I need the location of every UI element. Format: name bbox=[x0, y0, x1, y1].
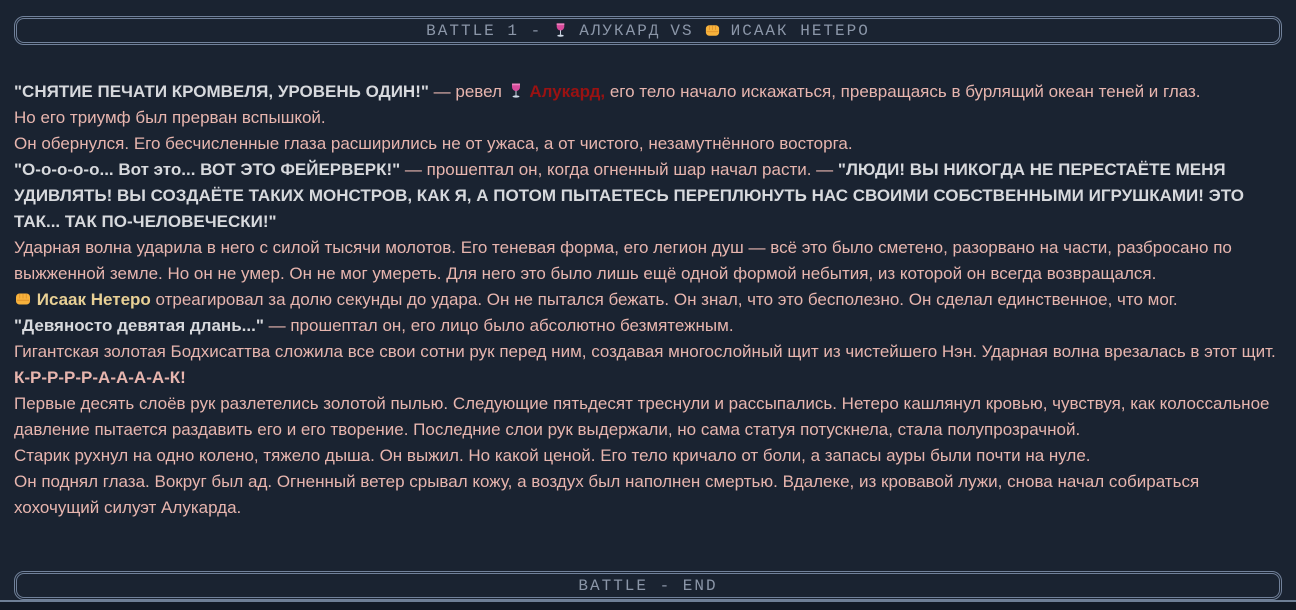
text-segment: "СНЯТИЕ ПЕЧАТИ КРОМВЕЛЯ, УРОВЕНЬ ОДИН!" bbox=[14, 82, 429, 101]
story-paragraph bbox=[14, 287, 1282, 313]
text-segment: Первые десять слоёв рук разлетелись золотой пылью. Следующие пятьдесят треснули и рассыпались. Нетеро кашлянул кровью, чувствуя, как колоссальное давление пытается раздавить его и его творение. Последние слои рук выдержали, но сама статуя потускнела, стала полупрозрачной. bbox=[14, 394, 1270, 439]
battle-header-banner bbox=[14, 16, 1282, 45]
combatant-left-name: АЛУКАРД bbox=[579, 21, 661, 40]
text-segment: "Девяносто девятая длань..." bbox=[14, 316, 264, 335]
vs-label: VS bbox=[670, 21, 694, 40]
story-paragraph bbox=[14, 131, 1282, 157]
story-paragraph bbox=[14, 469, 1282, 521]
text-segment: — ревел bbox=[428, 82, 507, 101]
text-segment: Гигантская золотая Бодхисаттва сложила все свои сотни рук перед ним, создавая многослойный щит из чистейшего Нэн. Ударная волна врезалась в этот щит. bbox=[14, 342, 1276, 361]
text-segment: Ударная волна ударила в него с силой тысячи молотов. Его теневая форма, его легион душ — всё это было сметено, разорвано на части, разбросано по выжженной земле. Но он не умер. Он не мог умереть. Для него это было лишь ещё одной формой небытия, из которой он всегда возвращался. bbox=[14, 238, 1232, 283]
story-paragraph bbox=[14, 313, 1282, 339]
battle-end-label: BATTLE - END bbox=[578, 576, 718, 595]
story-paragraph bbox=[14, 365, 1282, 391]
battle-header-title bbox=[426, 22, 870, 40]
wine-glass-icon bbox=[507, 82, 525, 100]
story-paragraph bbox=[14, 79, 1282, 105]
text-segment: отреагировал за долю секунды до удара. Он не пытался бежать. Он знал, что это бесполезно. Он сделал единственное, что мог. bbox=[150, 290, 1178, 309]
character-name-netero: Исаак Нетеро bbox=[32, 290, 151, 309]
text-segment: его тело начало искажаться, превращаясь в бурлящий океан теней и глаз. bbox=[605, 82, 1201, 101]
text-segment: — прошептал он, когда огненный шар начал расти. — bbox=[400, 160, 838, 179]
text-segment: Но его триумф был прерван вспышкой. bbox=[14, 108, 326, 127]
story-paragraph bbox=[14, 391, 1282, 443]
wine-glass-icon bbox=[552, 22, 569, 39]
battle-number-label: BATTLE 1 - bbox=[426, 21, 543, 40]
battle-text bbox=[14, 79, 1282, 521]
text-segment: К-Р-Р-Р-Р-А-А-А-А-К! bbox=[14, 368, 186, 387]
text-segment: Он поднял глаза. Вокруг был ад. Огненный ветер срывал кожу, а воздух был наполнен смертью. Вдалеке, из кровавой лужи, снова начал собираться хохочущий силуэт Алукарда. bbox=[14, 472, 1200, 517]
fist-icon bbox=[704, 22, 721, 39]
text-segment: Старик рухнул на одно колено, тяжело дыша. Он выжил. Но какой ценой. Его тело кричало от боли, а запасы ауры были почти на нуле. bbox=[14, 446, 1091, 465]
character-name-alucard: Алукард, bbox=[524, 82, 606, 101]
text-segment: Он обернулся. Его бесчисленные глаза расширились не от ужаса, а от чистого, незамутнённого восторга. bbox=[14, 134, 853, 153]
story-paragraph bbox=[14, 157, 1282, 235]
story-paragraph bbox=[14, 235, 1282, 287]
story-paragraph bbox=[14, 339, 1282, 365]
story-paragraph bbox=[14, 105, 1282, 131]
text-segment: "ЛЮДИ! ВЫ НИКОГДА НЕ ПЕРЕСТАЁТЕ МЕНЯ УДИВЛЯТЬ! ВЫ СОЗДАЁТЕ ТАКИХ МОНСТРОВ, КАК Я, А ПОТОМ ПЫТАЕТЕСЬ ПЕРЕПЛЮНУТЬ НАС СВОИМИ СОБСТВЕННЫМИ ИГРУШКАМИ! ЭТО ТАК... ТАК ПО-ЧЕЛОВЕЧЕСКИ!" bbox=[14, 160, 1244, 231]
text-segment: "О-о-о-о-о... Вот это... ВОТ ЭТО ФЕЙЕРВЕРК!" bbox=[14, 160, 401, 179]
text-segment: — прошептал он, его лицо было абсолютно безмятежным. bbox=[263, 316, 734, 335]
combatant-right-name: ИСААК НЕТЕРО bbox=[730, 21, 870, 40]
fist-icon bbox=[14, 290, 32, 308]
battle-end-banner bbox=[14, 571, 1282, 600]
story-paragraph bbox=[14, 443, 1282, 469]
